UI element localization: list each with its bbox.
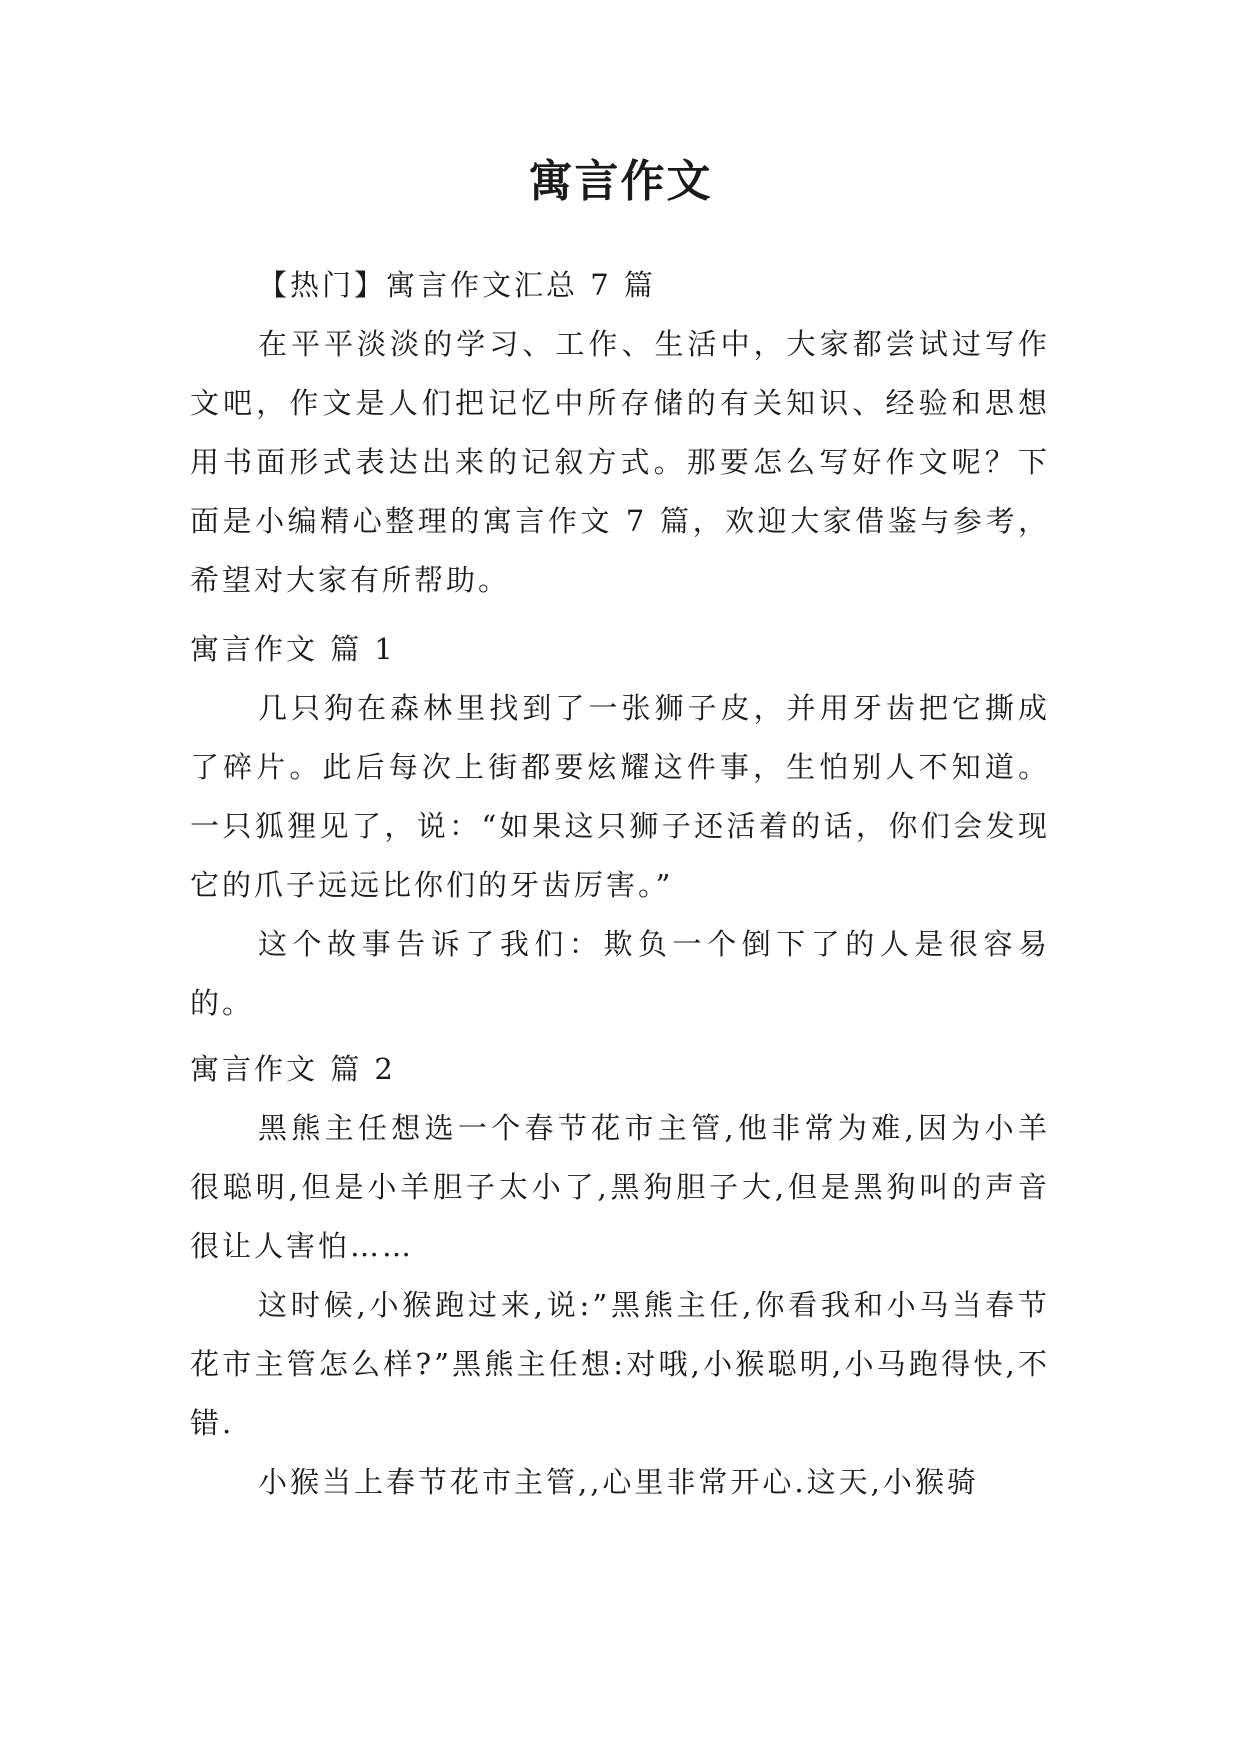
section-2-paragraph-3: 小猴当上春节花市主管,,心里非常开心.这天,小猴骑 — [258, 1465, 979, 1499]
section-heading-2: 寓言作文 篇 2 — [190, 1052, 396, 1086]
section-1-paragraph-1: 几只狗在森林里找到了一张狮子皮，并用牙齿把它撕成了碎片。此后每次上街都要炫耀这件事，生怕别人不知道。一只狐狸见了，说：“如果这只狮子还活着的话，你们会发现它的爪子远远比你们的牙齿厉害。” — [190, 691, 1050, 902]
document-subtitle: 【热门】寓言作文汇总 7 篇 — [258, 268, 656, 302]
section-2-paragraph-2: 这时候,小猴跑过来,说:”黑熊主任,你看我和小马当春节花市主管怎么样?”黑熊主任想:对哦,小猴聪明,小马跑得快,不错. — [190, 1288, 1050, 1440]
section-1-paragraph-2: 这个故事告诉了我们：欺负一个倒下了的人是很容易的。 — [190, 927, 1050, 1020]
document-title: 寓言作文 — [528, 156, 713, 207]
intro-paragraph: 在平平淡淡的学习、工作、生活中，大家都尝试过写作文吧，作文是人们把记忆中所存储的有关知识、经验和思想用书面形式表达出来的记叙方式。那要怎么写好作文呢？下面是小编精心整理的寓言作文 7 篇，欢迎大家借鉴与参考，希望对大家有所帮助。 — [190, 327, 1050, 597]
section-2-paragraph-1: 黑熊主任想选一个春节花市主管,他非常为难,因为小羊很聪明,但是小羊胆子太小了,黑狗胆子大,但是黑狗叫的声音很让人害怕…… — [190, 1111, 1050, 1263]
section-heading-1: 寓言作文 篇 1 — [190, 632, 396, 666]
